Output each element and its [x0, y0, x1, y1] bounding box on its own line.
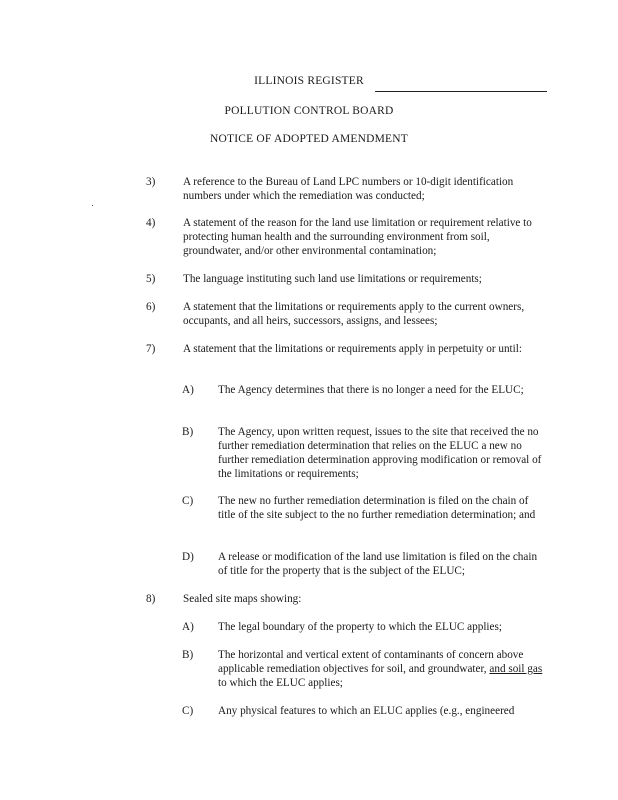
sub-item-letter: A) [182, 384, 194, 396]
scan-speck [92, 205, 93, 206]
register-rule [375, 91, 547, 92]
sub-item-letter: C) [182, 705, 194, 717]
sub-item-text-before: The horizontal and vertical extent of contaminants of concern above applicable remediation objectives for soil, and groundwater, [218, 649, 524, 675]
item-text: A statement that the limitations or requirements apply in perpetuity or until: [183, 343, 522, 355]
sub-item-letter: B) [182, 649, 194, 661]
item-text: A statement of the reason for the land use limitation or requirement relative to protecting human health and the surrounding environment from soil, groundwater, and/or other environmental contamination; [183, 217, 532, 257]
board-title: POLLUTION CONTROL BOARD [224, 105, 394, 117]
item-number: 3) [146, 176, 156, 188]
sub-item-text [218, 648, 548, 690]
notice-title: NOTICE OF ADOPTED AMENDMENT [209, 133, 409, 145]
item-text: A statement that the limitations or requirements apply to the current owners, occupants, and all heirs, successors, assigns, and lessees; [183, 301, 525, 327]
sub-item-letter: D) [182, 551, 194, 563]
sub-item-text-after: to which the ELUC applies; [218, 677, 343, 689]
sub-item-letter: C) [182, 495, 194, 507]
sub-item-text: The legal boundary of the property to which the ELUC applies; [218, 621, 502, 633]
sub-item-text: The new no further remediation determination is filed on the chain of title of the site subject to the no further remediation determination; and [218, 495, 536, 521]
sub-item-letter: A) [182, 621, 194, 633]
sub-item-text: A release or modification of the land use limitation is filed on the chain of title for the property that is the subject of the ELUC; [218, 551, 538, 577]
item-text: A reference to the Bureau of Land LPC numbers or 10-digit identification numbers under which the remediation was conducted; [183, 176, 514, 202]
item-text: Sealed site maps showing: [183, 593, 302, 605]
register-title: ILLINOIS REGISTER [254, 75, 364, 87]
item-number: 7) [146, 343, 156, 355]
sub-item-text: The Agency, upon written request, issues to the site that received the no further remediation determination that relies on the ELUC a new no further remediation determination approving modification or removal of the limitations or requirements; [218, 426, 542, 480]
sub-item-text: Any physical features to which an ELUC applies (e.g., engineered [218, 705, 515, 717]
sub-item-letter: B) [182, 426, 194, 438]
inserted-text: and soil gas [489, 663, 543, 675]
item-number: 4) [146, 217, 156, 229]
sub-item-text: The Agency determines that there is no longer a need for the ELUC; [218, 384, 524, 396]
item-number: 6) [146, 301, 156, 313]
item-text: The language instituting such land use limitations or requirements; [183, 273, 482, 285]
item-number: 8) [146, 593, 156, 605]
item-number: 5) [146, 273, 156, 285]
